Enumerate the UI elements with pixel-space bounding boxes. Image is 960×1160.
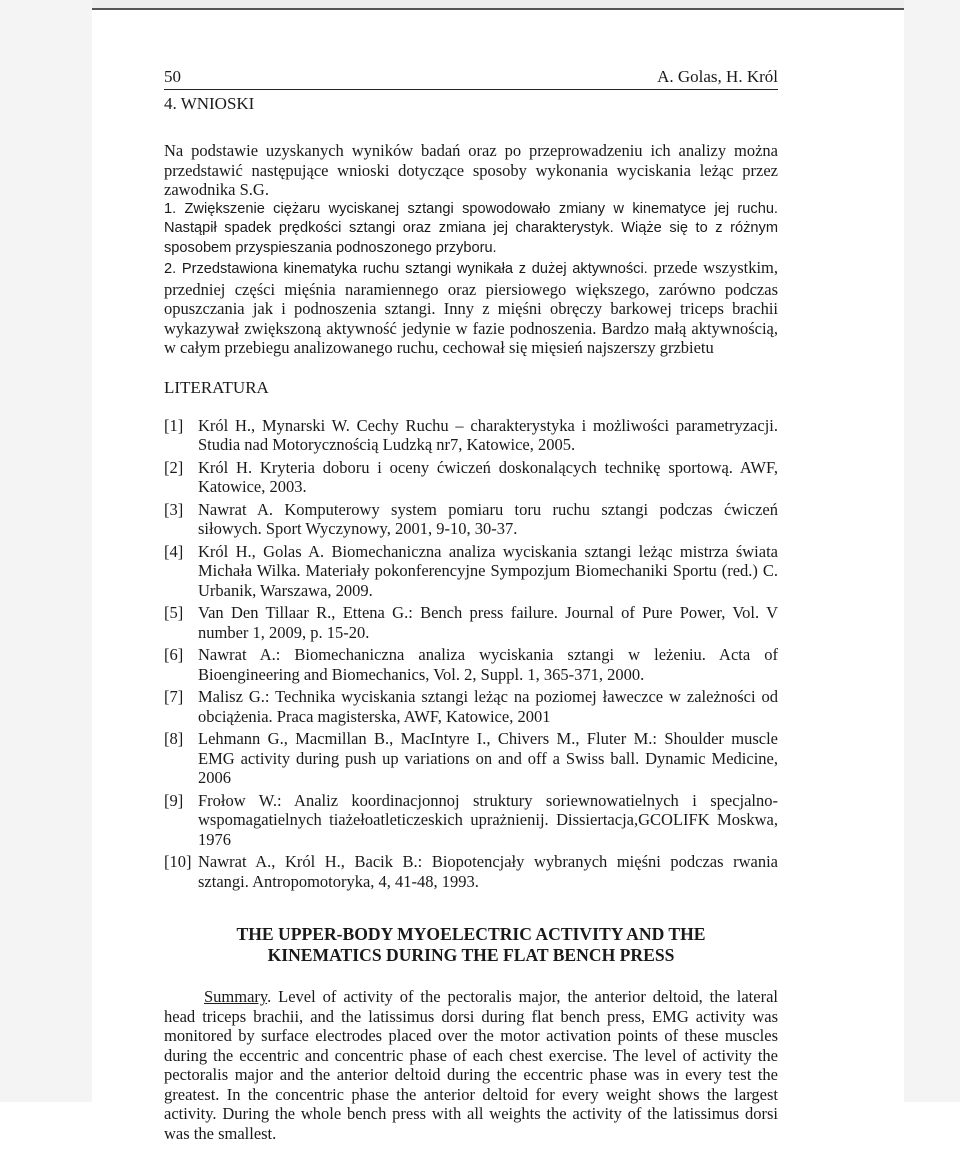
- reference-text: Król H., Mynarski W. Cechy Ruchu – charakterystyka i możliwości parametryzacji. Studia nad Motorycznością Ludzką nr7, Katowice, 2005.: [198, 415, 778, 454]
- section-title: 4. WNIOSKI: [164, 94, 255, 113]
- reference-item: [164, 645, 778, 684]
- english-title-line-1: THE UPPER-BODY MYOELECTRIC ACTIVITY AND THE: [236, 924, 706, 944]
- reference-item: [164, 603, 778, 642]
- reference-text: Król H. Kryteria doboru i oceny ćwiczeń doskonalących technikę sportową. AWF, Katowice, 2003.: [198, 457, 778, 496]
- literature-title: LITERATURA: [164, 377, 269, 397]
- conclusion-1: 1. Zwiększenie ciężaru wyciskanej sztangi spowodowało zmiany w kinematyce jej ruchu. Nastąpił spadek prędkości sztangi oraz zmiana jej charakterystyk. Wiąże się to z różnym sposobem przyspieszania podnoszonego przyboru.: [164, 200, 778, 256]
- reference-text: Van Den Tillaar R., Ettena G.: Bench press failure. Journal of Pure Power, Vol. V number 1, 2009, p. 15-20.: [198, 603, 778, 642]
- page-number: 50: [164, 67, 181, 86]
- reference-item: [164, 791, 778, 850]
- reference-text: Nawrat A., Król H., Bacik B.: Biopotencjały wybranych mięśni podczas rwania sztangi. Antropomotoryka, 4, 41-48, 1993.: [198, 852, 778, 891]
- paper-page: [100, 0, 880, 1143]
- summary-text: . Level of activity of the pectoralis major, the anterior deltoid, the lateral head triceps brachii, and the latissimus dorsi during flat bench press, EMG activity was monitored by surface electrodes placed over the motor activation points of these muscles during the eccentric and concentric phase of each chest exercise. The level of activity the pectoralis major and the anterior deltoid during the eccentric phase was in every test the greatest. In the concentric phase the anterior deltoid for every weight shows the largest activity. During the whole bench press with all weights the activity of the latissimus dorsi was the smallest.: [164, 987, 778, 1143]
- reference-text: Frołow W.: Analiz koordinacjonnoj struktury soriewnowatielnych i specjalno-wspomagatielnych tiażełoatleticzeskich uprażnienij. Dissiertacja,GCOLIFK Moskwa, 1976: [198, 790, 778, 849]
- reference-item: [164, 729, 778, 788]
- reference-item: [164, 542, 778, 601]
- english-summary: [164, 987, 778, 1143]
- running-header: [164, 67, 778, 90]
- conclusion-2: [164, 258, 778, 358]
- reference-number: [5]: [164, 603, 184, 622]
- english-title: [164, 924, 778, 966]
- reference-number: [1]: [164, 415, 184, 435]
- conclusion-2-rest: przede wszystkim, przedniej części mięśnia naramiennego oraz piersiowego większego, zarówno podczas opuszczania jak i podnoszenia sztangi. Inny z mięśni obręczy barkowej triceps brachii wykazywał zwiększoną aktywność jedynie w fazie podnoszenia. Bardzo małą aktywnością, w całym przebiegu analizowanego ruchu, cechował się mięsień najszerszy grzbietu: [164, 258, 778, 357]
- reference-text: Lehmann G., Macmillan B., MacIntyre I., Chivers M., Fluter M.: Shoulder muscle EMG activity during push up variations on and off a Swiss ball. Dynamic Medicine, 2006: [198, 729, 778, 787]
- reference-number: [6]: [164, 645, 184, 664]
- reference-text: Król H., Golas A. Biomechaniczna analiza wyciskania sztangi leżąc mistrza świata Michała Wilka. Materiały pokonferencyjne Sympozjum Biomechaniki Sportu (red.) C. Urbanik, Warszawa, 2009.: [198, 541, 778, 600]
- scan-margin-left: [0, 0, 92, 1102]
- reference-item: [164, 687, 778, 726]
- reference-number: [3]: [164, 499, 184, 519]
- reference-item: [164, 416, 778, 455]
- running-authors: A. Golas, H. Król: [657, 67, 778, 86]
- reference-item: [164, 852, 778, 891]
- scan-margin-right: [904, 0, 960, 1102]
- reference-text: Malisz G.: Technika wyciskania sztangi leżąc na poziomej ławeczce w zależności od obciążenia. Praca magisterska, AWF, Katowice, 2001: [198, 687, 778, 726]
- reference-item: [164, 458, 778, 497]
- reference-text: Nawrat A. Komputerowy system pomiaru toru ruchu sztangi podczas ćwiczeń siłowych. Sport Wyczynowy, 2001, 9-10, 30-37.: [198, 499, 778, 538]
- reference-number: [9]: [164, 790, 184, 810]
- reference-number: [7]: [164, 687, 184, 706]
- reference-number: [10]: [164, 852, 192, 871]
- summary-label: Summary: [204, 987, 268, 1006]
- reference-number: [4]: [164, 541, 184, 561]
- reference-text: Nawrat A.: Biomechaniczna analiza wyciskania sztangi w leżeniu. Acta of Bioengineering and Biomechanics, Vol. 2, Suppl. 1, 365-371, 2000.: [198, 645, 778, 684]
- reference-list: [164, 416, 778, 892]
- english-title-line-2: KINEMATICS DURING THE FLAT BENCH PRESS: [267, 945, 675, 965]
- conclusions-intro: Na podstawie uzyskanych wyników badań oraz po przeprowadzeniu ich analizy można przedstawić następujące wnioski dotyczące sposoby wykonania wyciskania leżąc przez zawodnika S.G.: [164, 141, 778, 199]
- reference-number: [2]: [164, 457, 184, 477]
- conclusion-2-lead: 2. Przedstawiona kinematyka ruchu sztangi wynikała z dużej aktywności.: [164, 261, 648, 277]
- reference-item: [164, 500, 778, 539]
- page-content: [164, 94, 778, 1160]
- reference-number: [8]: [164, 729, 184, 748]
